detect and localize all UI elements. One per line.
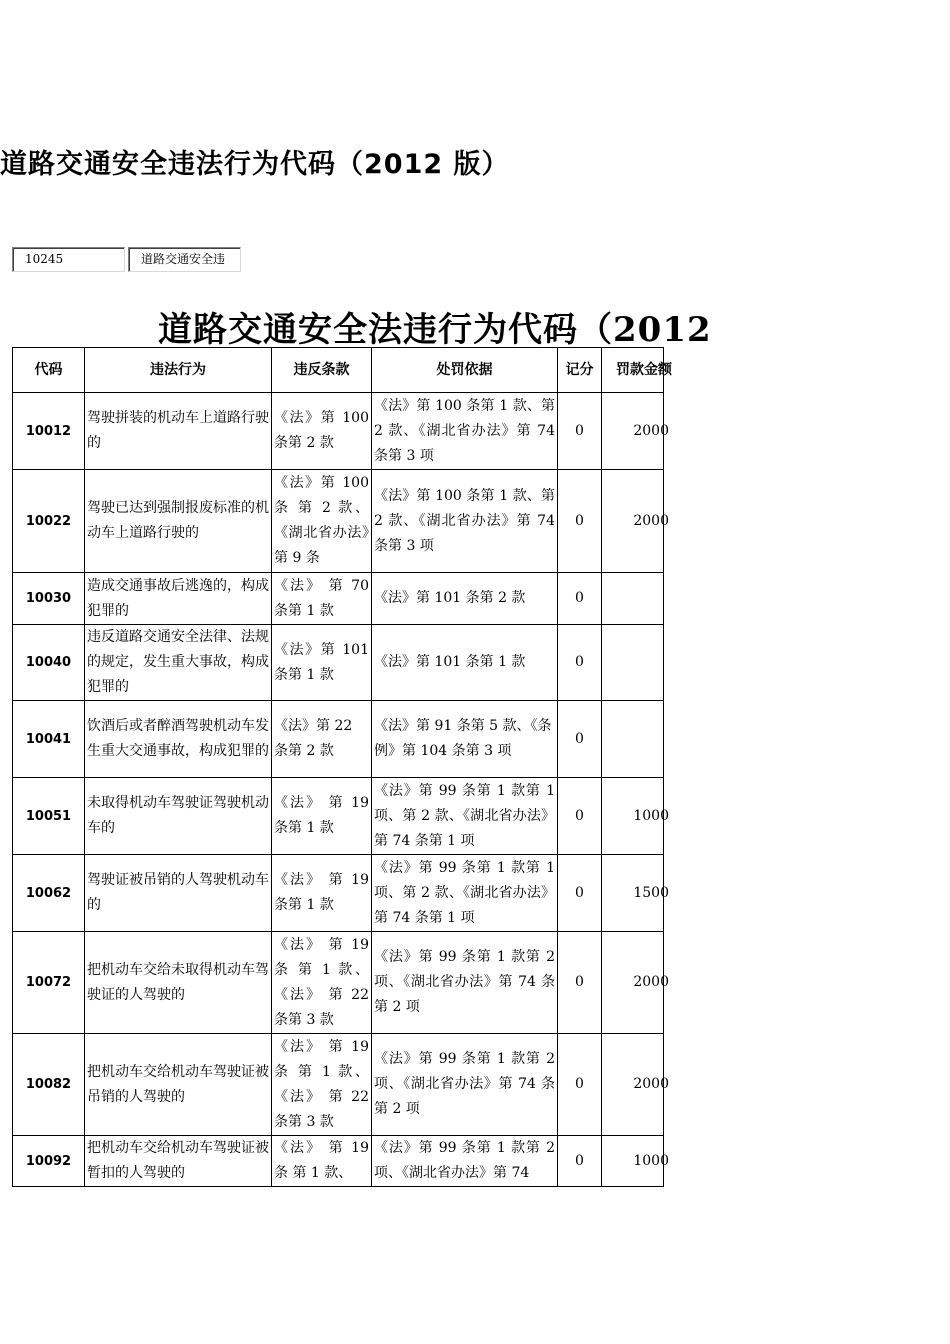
code-field[interactable]: 10245	[12, 247, 125, 272]
cell-clause: 《法》第 100 条 第 2 款、《湖北省办法》第 9 条	[272, 470, 372, 573]
cell-behavior: 饮酒后或者醉酒驾驶机动车发生重大交通事故，构成犯罪的	[85, 701, 272, 778]
cell-points: 0	[558, 778, 602, 855]
cell-fine: 2000	[602, 932, 664, 1034]
cell-points: 0	[558, 855, 602, 932]
cell-behavior: 违反道路交通安全法律、法规的规定，发生重大事故，构成犯罪的	[85, 625, 272, 701]
cell-basis: 《法》第 99 条第 1 款第 2 项、《湖北省办法》第 74	[372, 1136, 558, 1187]
cell-clause: 《法》 第 19 条 第 1 款、	[272, 1136, 372, 1187]
column-header-behavior: 违法行为	[85, 348, 272, 393]
table-row	[13, 855, 664, 932]
cell-behavior: 把机动车交给机动车驾驶证被暂扣的人驾驶的	[85, 1136, 272, 1187]
column-header-basis: 处罚依据	[372, 348, 558, 393]
cell-code: 10051	[13, 778, 85, 855]
cell-clause: 《法》第 101 条第 1 款	[272, 625, 372, 701]
cell-code: 10041	[13, 701, 85, 778]
cell-basis: 《法》第 99 条第 1 款第 2 项、《湖北省办法》第 74 条第 2 项	[372, 1034, 558, 1136]
cell-behavior: 造成交通事故后逃逸的，构成犯罪的	[85, 573, 272, 625]
cell-points: 0	[558, 470, 602, 573]
violation-name-field[interactable]: 道路交通安全违	[128, 247, 241, 272]
column-header-clause: 违反条款	[272, 348, 372, 393]
column-header-fine: 罚款金额	[602, 348, 664, 393]
table-row	[13, 701, 664, 778]
cell-behavior: 驾驶拼装的机动车上道路行驶的	[85, 393, 272, 470]
cell-points: 0	[558, 573, 602, 625]
cell-basis: 《法》第 100 条第 1 款、第 2 款、《湖北省办法》第 74 条第 3 项	[372, 393, 558, 470]
cell-points: 0	[558, 932, 602, 1034]
table-title: 道路交通安全法违行为代码（2012	[158, 310, 712, 350]
cell-fine: 2000	[602, 470, 664, 573]
cell-clause: 《法》 第 19 条 第 1 款、《法》 第 22 条第 3 款	[272, 932, 372, 1034]
cell-points: 0	[558, 625, 602, 701]
cell-fine	[602, 625, 664, 701]
cell-basis: 《法》第 99 条第 1 款第 2 项、《湖北省办法》第 74 条第 2 项	[372, 932, 558, 1034]
cell-code: 10012	[13, 393, 85, 470]
cell-behavior: 把机动车交给机动车驾驶证被吊销的人驾驶的	[85, 1034, 272, 1136]
cell-behavior: 把机动车交给未取得机动车驾驶证的人驾驶的	[85, 932, 272, 1034]
cell-code: 10062	[13, 855, 85, 932]
page-heading: 道路交通安全违法行为代码（2012 版）	[0, 149, 510, 180]
cell-points: 0	[558, 701, 602, 778]
cell-fine: 2000	[602, 1034, 664, 1136]
table-row	[13, 573, 664, 625]
cell-basis: 《法》第 99 条第 1 款第 1 项、第 2 款、《湖北省办法》第 74 条第 1 项	[372, 778, 558, 855]
cell-fine: 1500	[602, 855, 664, 932]
cell-basis: 《法》第 101 条第 2 款	[372, 573, 558, 625]
cell-points: 0	[558, 1136, 602, 1187]
violation-code-table	[12, 347, 672, 1187]
cell-code: 10072	[13, 932, 85, 1034]
cell-clause: 《法》 第 70 条第 1 款	[272, 573, 372, 625]
cell-clause: 《法》 第 19 条第 1 款	[272, 778, 372, 855]
cell-clause: 《法》 第 19 条 第 1 款、《法》 第 22 条第 3 款	[272, 1034, 372, 1136]
cell-behavior: 驾驶已达到强制报废标准的机动车上道路行驶的	[85, 470, 272, 573]
cell-fine: 1000	[602, 1136, 664, 1187]
cell-basis: 《法》第 101 条第 1 款	[372, 625, 558, 701]
table-row	[13, 625, 664, 701]
column-header-points: 记分	[558, 348, 602, 393]
cell-fine	[602, 573, 664, 625]
cell-points: 0	[558, 1034, 602, 1136]
table-row	[13, 1034, 664, 1136]
cell-behavior: 未取得机动车驾驶证驾驶机动车的	[85, 778, 272, 855]
cell-code: 10092	[13, 1136, 85, 1187]
cell-clause: 《法》第 22 条第 2 款	[272, 701, 372, 778]
cell-code: 10040	[13, 625, 85, 701]
table-row	[13, 778, 664, 855]
cell-behavior: 驾驶证被吊销的人驾驶机动车的	[85, 855, 272, 932]
table-header-row	[13, 348, 664, 393]
cell-clause: 《法》第 100 条第 2 款	[272, 393, 372, 470]
table-row	[13, 932, 664, 1034]
table-row	[13, 1136, 664, 1187]
cell-points: 0	[558, 393, 602, 470]
cell-code: 10022	[13, 470, 85, 573]
table-row	[13, 393, 664, 470]
cell-basis: 《法》第 99 条第 1 款第 1 项、第 2 款、《湖北省办法》第 74 条第 1 项	[372, 855, 558, 932]
cell-clause: 《法》 第 19 条第 1 款	[272, 855, 372, 932]
cell-basis: 《法》第 100 条第 1 款、第 2 款、《湖北省办法》第 74 条第 3 项	[372, 470, 558, 573]
cell-fine: 2000	[602, 393, 664, 470]
cell-code: 10082	[13, 1034, 85, 1136]
cell-basis: 《法》第 91 条第 5 款、《条例》第 104 条第 3 项	[372, 701, 558, 778]
cell-fine: 1000	[602, 778, 664, 855]
table-row	[13, 470, 664, 573]
cell-code: 10030	[13, 573, 85, 625]
column-header-code: 代码	[13, 348, 85, 393]
cell-fine	[602, 701, 664, 778]
